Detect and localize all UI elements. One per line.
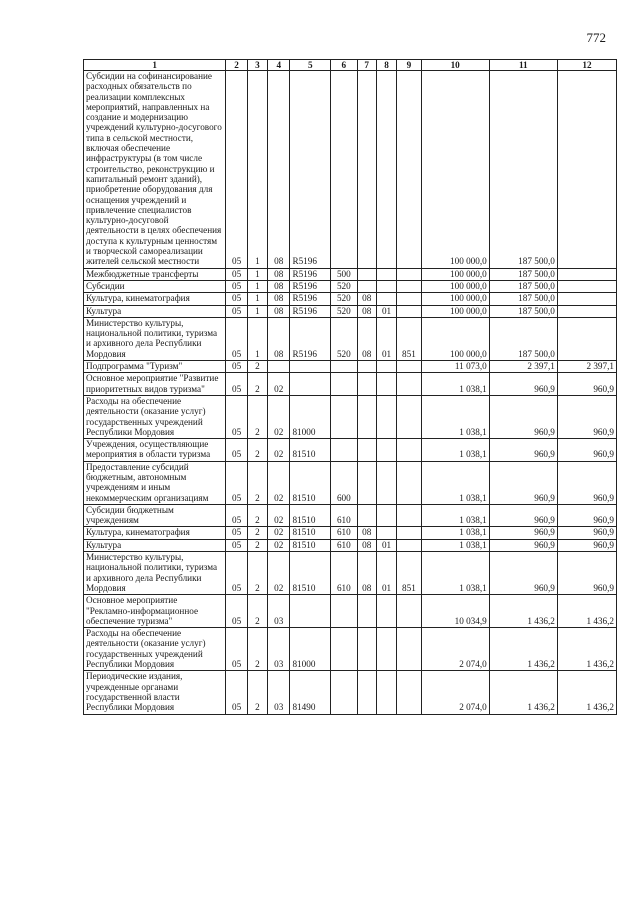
cell-value-2023: 187 500,0 [489, 71, 557, 269]
header-cell: 5 [290, 60, 331, 71]
cell-value-2023: 187 500,0 [489, 317, 557, 360]
cell-grbs [397, 293, 421, 305]
cell-gp: 05 [226, 461, 247, 504]
cell-pgp: 2 [247, 461, 267, 504]
cell-pgp: 2 [247, 552, 267, 595]
cell-value-2022: 1 038,1 [421, 504, 489, 527]
cell-gp: 05 [226, 71, 247, 269]
cell-gp: 05 [226, 305, 247, 317]
table-row [84, 280, 617, 292]
cell-rz [357, 671, 376, 714]
cell-gp: 05 [226, 268, 247, 280]
cell-nap: R5196 [290, 317, 331, 360]
cell-grbs [397, 439, 421, 462]
cell-om: 02 [268, 539, 290, 551]
table-row [84, 317, 617, 360]
cell-vr: 500 [331, 268, 357, 280]
cell-om: 03 [268, 671, 290, 714]
cell-gp: 05 [226, 373, 247, 396]
table-row [84, 305, 617, 317]
cell-value-2023: 187 500,0 [489, 293, 557, 305]
cell-gp: 05 [226, 280, 247, 292]
cell-value-2022: 100 000,0 [421, 317, 489, 360]
cell-value-2022: 100 000,0 [421, 71, 489, 269]
cell-rz: 08 [357, 305, 376, 317]
cell-vr [331, 671, 357, 714]
header-cell: 2 [226, 60, 247, 71]
cell-name: Расходы на обеспечение деятельности (оказание услуг) государственных учреждений Республики Мордовия [84, 628, 226, 671]
table-row [84, 671, 617, 714]
cell-prz: 01 [376, 305, 396, 317]
cell-value-2024: 960,9 [557, 539, 616, 551]
cell-grbs: 851 [397, 317, 421, 360]
cell-prz [376, 71, 396, 269]
cell-prz [376, 268, 396, 280]
table-row [84, 539, 617, 551]
cell-om: 02 [268, 552, 290, 595]
cell-prz [376, 439, 396, 462]
cell-vr: 610 [331, 539, 357, 551]
cell-name: Субсидии бюджетным учреждениям [84, 504, 226, 527]
cell-nap: 81490 [290, 671, 331, 714]
cell-rz [357, 595, 376, 628]
cell-om: 08 [268, 268, 290, 280]
cell-rz: 08 [357, 293, 376, 305]
cell-nap [290, 595, 331, 628]
cell-gp: 05 [226, 527, 247, 539]
cell-nap: 81510 [290, 439, 331, 462]
cell-name: Культура [84, 539, 226, 551]
cell-prz [376, 595, 396, 628]
cell-rz: 08 [357, 527, 376, 539]
cell-gp: 05 [226, 671, 247, 714]
cell-vr: 610 [331, 552, 357, 595]
header-cell: 8 [376, 60, 396, 71]
cell-value-2022: 1 038,1 [421, 461, 489, 504]
cell-pgp: 1 [247, 317, 267, 360]
cell-value-2022: 1 038,1 [421, 395, 489, 438]
cell-rz [357, 280, 376, 292]
header-cell: 10 [421, 60, 489, 71]
cell-value-2022: 1 038,1 [421, 439, 489, 462]
cell-rz: 08 [357, 552, 376, 595]
table-row [84, 439, 617, 462]
cell-vr [331, 361, 357, 373]
cell-om: 02 [268, 395, 290, 438]
cell-om: 08 [268, 280, 290, 292]
cell-prz [376, 628, 396, 671]
cell-pgp: 1 [247, 71, 267, 269]
cell-value-2022: 100 000,0 [421, 268, 489, 280]
cell-name: Министерство культуры, национальной политики, туризма и архивного дела Республики Мордовия [84, 552, 226, 595]
cell-rz [357, 439, 376, 462]
cell-value-2024: 960,9 [557, 504, 616, 527]
header-cell: 1 [84, 60, 226, 71]
cell-value-2023: 960,9 [489, 552, 557, 595]
cell-value-2023: 1 436,2 [489, 595, 557, 628]
cell-value-2024 [557, 305, 616, 317]
cell-value-2024 [557, 317, 616, 360]
cell-grbs [397, 461, 421, 504]
table-row [84, 71, 617, 269]
cell-pgp: 2 [247, 361, 267, 373]
cell-prz [376, 395, 396, 438]
cell-value-2023: 960,9 [489, 539, 557, 551]
cell-value-2023: 187 500,0 [489, 268, 557, 280]
cell-grbs: 851 [397, 552, 421, 595]
cell-name: Подпрограмма "Туризм" [84, 361, 226, 373]
cell-name: Периодические издания, учрежденные органами государственной власти Республики Мордовия [84, 671, 226, 714]
cell-rz [357, 628, 376, 671]
cell-nap [290, 361, 331, 373]
cell-value-2022: 1 038,1 [421, 539, 489, 551]
cell-name: Предоставление субсидий бюджетным, автономным учреждениям и иным некоммерческим организациям [84, 461, 226, 504]
cell-name: Культура, кинематография [84, 527, 226, 539]
cell-value-2023: 187 500,0 [489, 280, 557, 292]
cell-gp: 05 [226, 361, 247, 373]
table-row [84, 527, 617, 539]
cell-value-2022: 2 074,0 [421, 628, 489, 671]
table-row [84, 552, 617, 595]
cell-name: Межбюджетные трансферты [84, 268, 226, 280]
cell-nap [290, 373, 331, 396]
cell-value-2024: 1 436,2 [557, 628, 616, 671]
cell-rz [357, 361, 376, 373]
cell-gp: 05 [226, 552, 247, 595]
cell-prz [376, 527, 396, 539]
cell-grbs [397, 628, 421, 671]
cell-om: 08 [268, 305, 290, 317]
cell-prz [376, 504, 396, 527]
cell-gp: 05 [226, 539, 247, 551]
cell-nap: 81000 [290, 628, 331, 671]
cell-value-2022: 100 000,0 [421, 305, 489, 317]
header-cell: 12 [557, 60, 616, 71]
cell-grbs [397, 361, 421, 373]
cell-value-2024 [557, 71, 616, 269]
cell-om: 08 [268, 293, 290, 305]
table-row [84, 293, 617, 305]
cell-vr: 600 [331, 461, 357, 504]
cell-value-2022: 2 074,0 [421, 671, 489, 714]
cell-om: 02 [268, 439, 290, 462]
cell-vr [331, 628, 357, 671]
cell-grbs [397, 305, 421, 317]
table-row [84, 395, 617, 438]
table-row [84, 268, 617, 280]
header-cell: 11 [489, 60, 557, 71]
cell-grbs [397, 71, 421, 269]
cell-value-2023: 2 397,1 [489, 361, 557, 373]
cell-om: 02 [268, 527, 290, 539]
cell-vr [331, 395, 357, 438]
cell-om: 02 [268, 504, 290, 527]
cell-grbs [397, 373, 421, 396]
cell-pgp: 2 [247, 373, 267, 396]
cell-nap: R5196 [290, 305, 331, 317]
cell-nap: 81510 [290, 552, 331, 595]
table-row [84, 628, 617, 671]
cell-rz [357, 395, 376, 438]
cell-om: 08 [268, 71, 290, 269]
cell-value-2023: 960,9 [489, 395, 557, 438]
cell-name: Министерство культуры, национальной политики, туризма и архивного дела Республики Мордовия [84, 317, 226, 360]
cell-vr [331, 595, 357, 628]
cell-prz: 01 [376, 317, 396, 360]
cell-value-2024 [557, 293, 616, 305]
cell-grbs [397, 527, 421, 539]
cell-vr: 610 [331, 504, 357, 527]
cell-value-2024: 960,9 [557, 395, 616, 438]
cell-nap: 81510 [290, 504, 331, 527]
cell-pgp: 1 [247, 293, 267, 305]
cell-grbs [397, 395, 421, 438]
cell-value-2023: 960,9 [489, 527, 557, 539]
cell-value-2023: 1 436,2 [489, 671, 557, 714]
cell-value-2023: 187 500,0 [489, 305, 557, 317]
cell-value-2024: 960,9 [557, 552, 616, 595]
cell-value-2022: 1 038,1 [421, 552, 489, 595]
page-number: 772 [586, 30, 606, 45]
table-row [84, 504, 617, 527]
cell-rz [357, 461, 376, 504]
cell-rz [357, 504, 376, 527]
cell-rz: 08 [357, 317, 376, 360]
cell-name: Основное мероприятие "Рекламно-информационное обеспечение туризма" [84, 595, 226, 628]
table-row [84, 461, 617, 504]
table-row [84, 361, 617, 373]
cell-prz [376, 671, 396, 714]
cell-value-2024: 960,9 [557, 439, 616, 462]
header-cell: 9 [397, 60, 421, 71]
cell-pgp: 2 [247, 539, 267, 551]
cell-name: Основное мероприятие "Развитие приоритетных видов туризма" [84, 373, 226, 396]
cell-name: Расходы на обеспечение деятельности (оказание услуг) государственных учреждений Республики Мордовия [84, 395, 226, 438]
cell-prz [376, 293, 396, 305]
cell-value-2024 [557, 280, 616, 292]
cell-name: Учреждения, осуществляющие мероприятия в области туризма [84, 439, 226, 462]
cell-grbs [397, 268, 421, 280]
cell-nap: 81510 [290, 539, 331, 551]
cell-pgp: 2 [247, 628, 267, 671]
cell-value-2023: 1 436,2 [489, 628, 557, 671]
cell-grbs [397, 539, 421, 551]
cell-value-2024: 1 436,2 [557, 671, 616, 714]
table-row [84, 373, 617, 396]
cell-gp: 05 [226, 395, 247, 438]
cell-value-2022: 1 038,1 [421, 373, 489, 396]
cell-name: Культура [84, 305, 226, 317]
cell-nap: R5196 [290, 268, 331, 280]
cell-rz [357, 268, 376, 280]
header-row [84, 60, 617, 71]
cell-pgp: 2 [247, 527, 267, 539]
cell-name: Культура, кинематография [84, 293, 226, 305]
cell-nap: R5196 [290, 71, 331, 269]
cell-prz [376, 373, 396, 396]
cell-nap: 81510 [290, 461, 331, 504]
cell-gp: 05 [226, 293, 247, 305]
cell-prz [376, 461, 396, 504]
cell-name: Субсидии [84, 280, 226, 292]
cell-value-2023: 960,9 [489, 373, 557, 396]
cell-om: 08 [268, 317, 290, 360]
cell-vr: 520 [331, 305, 357, 317]
cell-value-2023: 960,9 [489, 461, 557, 504]
cell-gp: 05 [226, 317, 247, 360]
header-cell: 3 [247, 60, 267, 71]
cell-rz [357, 373, 376, 396]
cell-pgp: 1 [247, 280, 267, 292]
cell-nap: R5196 [290, 293, 331, 305]
cell-value-2023: 960,9 [489, 439, 557, 462]
cell-prz: 01 [376, 539, 396, 551]
cell-value-2024: 960,9 [557, 527, 616, 539]
cell-prz [376, 361, 396, 373]
cell-pgp: 1 [247, 305, 267, 317]
cell-value-2024 [557, 268, 616, 280]
cell-value-2022: 1 038,1 [421, 527, 489, 539]
cell-gp: 05 [226, 595, 247, 628]
cell-pgp: 2 [247, 595, 267, 628]
cell-vr: 520 [331, 280, 357, 292]
cell-vr: 520 [331, 317, 357, 360]
cell-vr [331, 439, 357, 462]
cell-nap: 81000 [290, 395, 331, 438]
cell-om: 03 [268, 595, 290, 628]
cell-pgp: 1 [247, 268, 267, 280]
header-cell: 4 [268, 60, 290, 71]
cell-om [268, 361, 290, 373]
cell-grbs [397, 671, 421, 714]
cell-value-2024: 960,9 [557, 461, 616, 504]
cell-pgp: 2 [247, 439, 267, 462]
cell-nap: 81510 [290, 527, 331, 539]
cell-grbs [397, 595, 421, 628]
cell-vr [331, 373, 357, 396]
cell-rz: 08 [357, 539, 376, 551]
cell-value-2022: 100 000,0 [421, 280, 489, 292]
cell-grbs [397, 504, 421, 527]
cell-rz [357, 71, 376, 269]
cell-value-2024: 2 397,1 [557, 361, 616, 373]
cell-om: 02 [268, 373, 290, 396]
cell-gp: 05 [226, 628, 247, 671]
cell-om: 03 [268, 628, 290, 671]
cell-pgp: 2 [247, 504, 267, 527]
header-cell: 6 [331, 60, 357, 71]
cell-gp: 05 [226, 439, 247, 462]
cell-pgp: 2 [247, 395, 267, 438]
budget-table [83, 59, 617, 715]
cell-nap: R5196 [290, 280, 331, 292]
cell-pgp: 2 [247, 671, 267, 714]
cell-prz [376, 280, 396, 292]
cell-value-2022: 100 000,0 [421, 293, 489, 305]
cell-value-2022: 11 073,0 [421, 361, 489, 373]
cell-vr: 520 [331, 293, 357, 305]
cell-om: 02 [268, 461, 290, 504]
cell-value-2022: 10 034,9 [421, 595, 489, 628]
header-cell: 7 [357, 60, 376, 71]
cell-value-2024: 1 436,2 [557, 595, 616, 628]
cell-vr: 610 [331, 527, 357, 539]
cell-vr [331, 71, 357, 269]
table-row [84, 595, 617, 628]
cell-prz: 01 [376, 552, 396, 595]
cell-name: Субсидии на софинансирование расходных обязательств по реализации комплексных мероприятий, направленных на создание и модернизацию учреждений культурно-досугового типа в сельской местности, включая обеспечение инфраструктуры (в том числе строительство, реконструкцию и капитальный ремонт зданий), приобретение оборудования для оснащения учреждений и привлечение специалистов культурно-досуговой деятельности в целях обеспечения доступа к культурным ценностям и творческой самореализации жителей сельской местности [84, 71, 226, 269]
cell-gp: 05 [226, 504, 247, 527]
cell-grbs [397, 280, 421, 292]
cell-value-2024: 960,9 [557, 373, 616, 396]
cell-value-2023: 960,9 [489, 504, 557, 527]
